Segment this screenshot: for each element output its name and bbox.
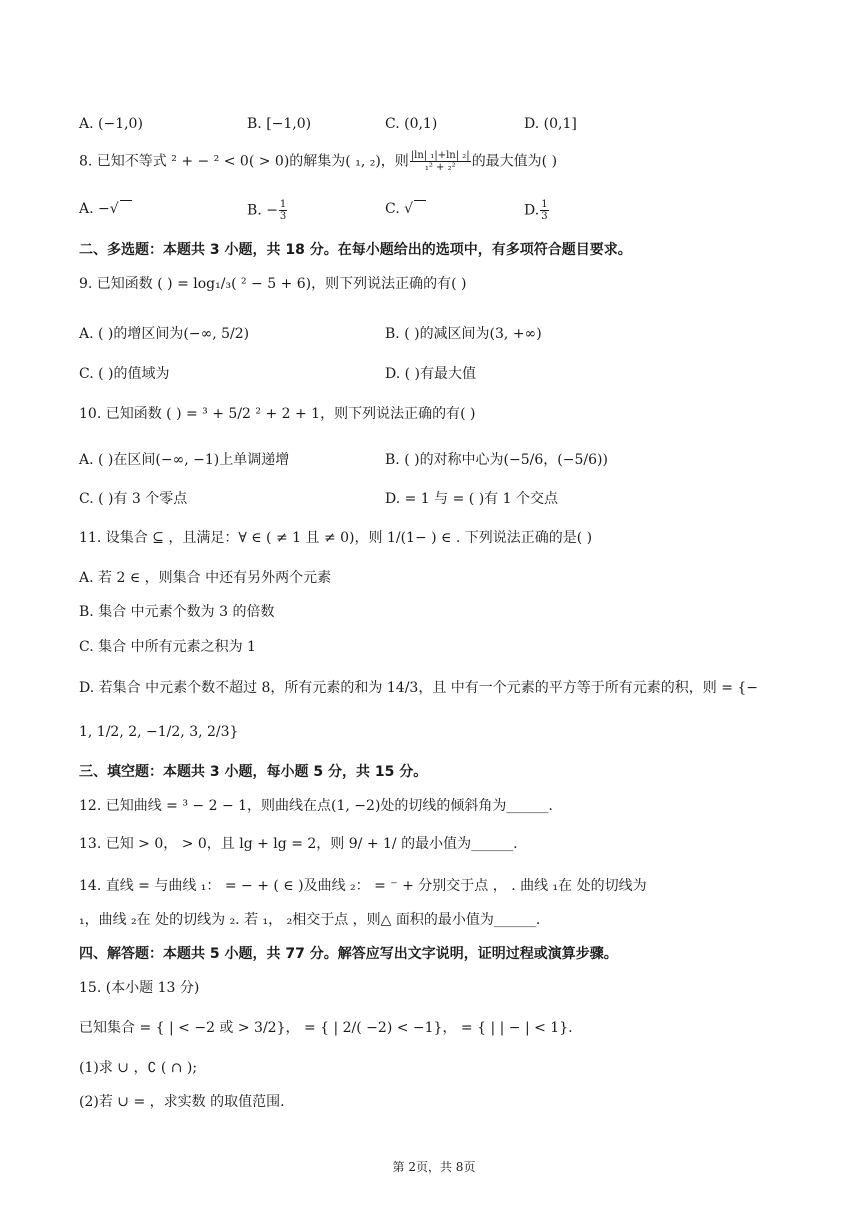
q8-option-a xyxy=(79,199,132,219)
q7-option-c: C. (0,1) xyxy=(385,116,438,132)
q11-option-b: B. 集合 中元素个数为 3 的倍数 xyxy=(79,604,275,620)
q8-frac-num: |ln| ₁|+ln| ₂| xyxy=(410,150,470,161)
q14-line1: 14. 直线 = 与曲线 ₁： = − + ( ∈ )及曲线 ₂： = ⁻ + 分别交于点 ， . 曲线 ₁在 处的切线为 xyxy=(79,878,647,894)
q8-stem-text: 8. 已知不等式 ² + − ² < 0( > 0)的解集为( ₁, ₂)，则 xyxy=(79,153,409,170)
q8-option-b-den: 3 xyxy=(279,211,287,222)
q8-option-a-text: A. −√ xyxy=(79,201,119,217)
section-3-heading: 三、填空题：本题共 3 小题，每小题 5 分，共 15 分。 xyxy=(79,764,428,780)
q9-option-d: D. ( )有最大值 xyxy=(385,366,476,382)
q9-option-a: A. ( )的增区间为(−∞, 5/2) xyxy=(79,326,250,342)
q15-part-1: (1)求 ∪ ，∁ ( ∩ ); xyxy=(79,1060,198,1076)
q12-text: 12. 已知曲线 = ³ − 2 − 1，则曲线在点(1, −2)处的切线的倾斜角为______. xyxy=(79,798,553,814)
q8-option-d-frac xyxy=(540,199,548,222)
section-4-heading: 四、解答题：本题共 5 小题，共 77 分。解答应写出文字说明，证明过程或演算步骤。 xyxy=(79,946,618,962)
q8-option-d-text: D. xyxy=(524,202,540,219)
q13-text: 13. 已知 > 0， > 0，且 lg + lg = 2，则 9/ + 1/ 的最小值为______. xyxy=(79,836,518,852)
q8-option-c-text: C. √ xyxy=(385,201,414,217)
q7-option-b: B. [−1,0) xyxy=(247,116,312,132)
q9-stem: 9. 已知函数 ( ) = log₁/₃( ² − 5 + 6)，则下列说法正确的有( ) xyxy=(79,276,467,292)
section-2-heading: 二、多选题：本题共 3 小题，共 18 分。在每小题给出的选项中，有多项符合题目要求。 xyxy=(79,242,632,258)
q10-stem: 10. 已知函数 ( ) = ³ + 5/2 ² + 2 + 1，则下列说法正确的有( ) xyxy=(79,406,476,422)
q8-option-c-radical xyxy=(414,200,426,217)
q8-fraction xyxy=(410,150,471,173)
q8-option-b-text: B. − xyxy=(247,202,278,219)
q8-option-b-frac xyxy=(279,199,287,222)
page-footer: 第 2页，共 8页 xyxy=(392,1160,476,1174)
q8-option-d-num: 1 xyxy=(541,199,548,210)
q10-option-c: C. ( )有 3 个零点 xyxy=(79,491,188,507)
q15-stem: 已知集合 = { | < −2 或 > 3/2}， = { | 2/( −2) < −1}， = { | | − | < 1}. xyxy=(79,1020,573,1036)
q8-option-c xyxy=(385,199,426,219)
q8-option-d-den: 3 xyxy=(541,211,548,222)
q11-option-c: C. 集合 中所有元素之积为 1 xyxy=(79,639,256,655)
q9-option-c: C. ( )的值域为 xyxy=(79,366,170,382)
q11-option-d-line2: 1, 1/2, 2, −1/2, 3, 2/3} xyxy=(79,724,239,740)
q9-option-b: B. ( )的减区间为(3, +∞) xyxy=(385,326,542,342)
q7-option-a: A. (−1,0) xyxy=(79,116,143,132)
q8-option-a-radical xyxy=(120,200,132,217)
q14-line2: ₁，曲线 ₂在 处的切线为 ₂. 若 ₁， ₂相交于点 ，则△ 面积的最小值为______. xyxy=(79,912,541,928)
q15-part-2: (2)若 ∪ = ，求实数 的取值范围. xyxy=(79,1094,285,1110)
q15-title: 15. (本小题 13 分) xyxy=(79,980,200,996)
q11-option-d-line1: D. 若集合 中元素个数不超过 8，所有元素的和为 14/3，且 中有一个元素的平方等于所有元素的积，则 = {− xyxy=(79,680,759,696)
q8-option-b-num: 1 xyxy=(279,199,287,210)
q8-stem xyxy=(79,150,557,173)
q8-option-d xyxy=(524,199,550,222)
q8-option-b xyxy=(247,199,288,222)
q10-option-d: D. = 1 与 = ( )有 1 个交点 xyxy=(385,491,558,507)
q10-option-a: A. ( )在区间(−∞, −1)上单调递增 xyxy=(79,452,290,468)
q11-option-a: A. 若 2 ∈ ，则集合 中还有另外两个元素 xyxy=(79,570,332,586)
q8-frac-den: ₁² + ₂² xyxy=(424,162,456,173)
q10-option-b: B. ( )的对称中心为(−5/6，(−5/6)) xyxy=(385,452,608,468)
q8-stem-end: 的最大值为( ) xyxy=(471,153,558,170)
q11-stem: 11. 设集合 ⊆ ，且满足：∀ ∈ ( ≠ 1 且 ≠ 0)，则 1/(1− ) ∈ . 下列说法正确的是( ) xyxy=(79,530,593,546)
q7-option-d: D. (0,1] xyxy=(524,116,577,132)
